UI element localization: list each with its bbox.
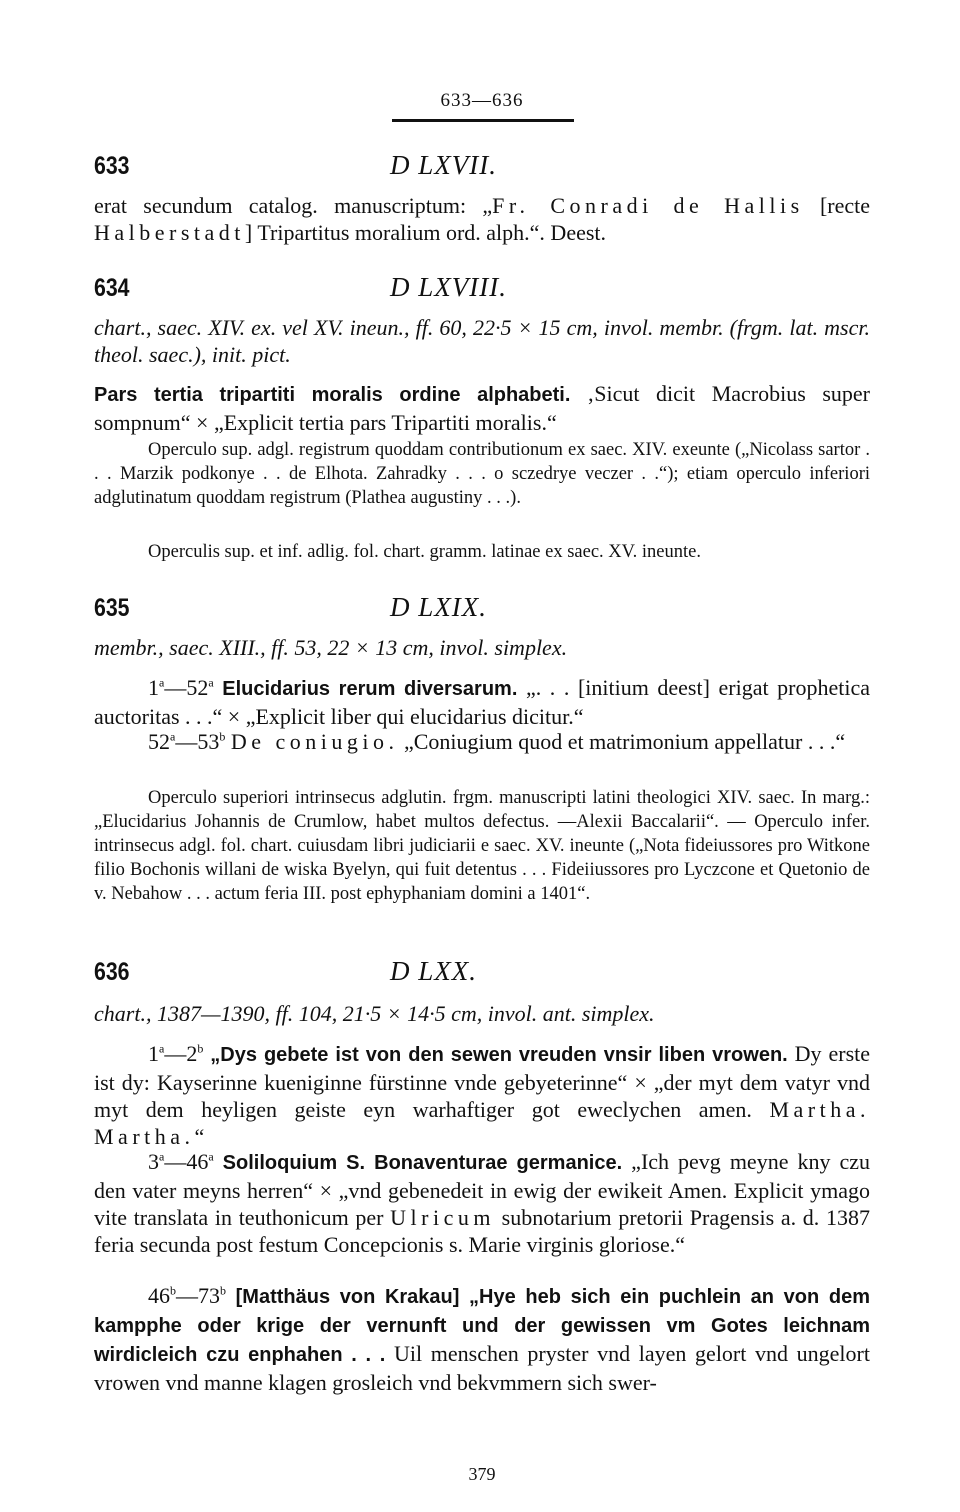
note: Operculo superiori intrinsecus adglutin. frgm. manuscripti latini theologici XIV. saec. In marg.: „Elucidarius Johannis de Crumlow, habet multos defectus. —Alexii Baccalarii“. — Operculo infer. intrinsecus adgl. fol. chart. cuiusdam libri judiciarii e saec. XV. ineunte („Nota fideiussores pro Witkone filio Bochonis willani de wiska Byelyn, qui fuit detentus . . . Fideiiussores pro Lyczcone et Quetonio de v. Nebahow . . . actum feria III. post ephyphaniam domini a 1401“. <box>94 788 870 904</box>
shelfmark: D LXVII. <box>390 150 497 180</box>
entry-number: 633 <box>94 152 130 180</box>
note: Operculis sup. et inf. adlig. fol. chart. gramm. latinae ex saec. XV. ineunte. <box>148 542 701 562</box>
work-title: „Dys gebete ist von den sewen vreuden vnsir liben vrowen. <box>210 1044 788 1066</box>
entry-number: 634 <box>94 274 130 302</box>
physical-description: chart., 1387—1390, ff. 104, 21·5 × 14·5 cm, invol. ant. simplex. <box>94 1001 655 1026</box>
content-item: 52$^a$—53$^b$ De coniugio. „Coniugium quod et matrimonium appellatur . . .“ <box>148 729 846 754</box>
physical-description: chart., saec. XIV. ex. vel XV. ineun., ff. 60, 22·5 × 15 cm, invol. membr. (frgm. lat. mscr. theol. saec.), init. pict. <box>94 315 870 367</box>
content-item: 3$^a$—46$^a$ Soliloquium S. Bonaventurae germanice. „Ich pevg meyne kny czu den vater meyns herren“ × „vnd gebenedeit in ewig der ewikeit Amen. Explicit ymago vite translata in teuthonicum per Ulricum subnotarium pretorii Pragensis a. d. 1387 feria secunda post festum Concepcionis s. Marie virginis gloriose.“ <box>94 1149 870 1257</box>
shelfmark: D LXX. <box>390 956 477 986</box>
page-number: 379 <box>468 1464 496 1484</box>
work-title: De coniugio. <box>230 729 399 754</box>
entry-text: erat secundum catalog. manuscriptum: „Fr. Conradi de Hallis [recte Halberstadt] Tripartitus moralium ord. alph.“. Deest. <box>94 193 871 245</box>
note: Operculo sup. adgl. registrum quoddam contributionum ex saec. XIV. exeunte („Nicolass sartor . . . Marzik podkonye . . de Elhota. Zahradky . . . o sczedrye veczer . .“); etiam operculo inferiori adglutinatum quoddam registrum (Plathea augustiny . . .). <box>94 440 870 508</box>
content-item: 1$^a$—2$^b$ „Dys gebete ist von den sewen vreuden vnsir liben vrowen. Dy erste ist dy: Kayserinne kueniginne fürstinne vnde gebyeterinne“ × „der myt dem vatyr vnd myt dem heyligen geiste eyn warhaftiger got eweclychen amen. Martha. Martha.“ <box>94 1041 871 1149</box>
entry-number: 635 <box>94 594 130 622</box>
content-item: 1$^a$—52$^a$ Elucidarius rerum diversarum. „. . . [initium deest] erigat prophetica auctoritas . . .“ × „Explicit liber qui elucidarius dicitur.“ <box>94 675 871 729</box>
physical-description: membr., saec. XIII., ff. 53, 22 × 13 cm, invol. simplex. <box>94 635 568 660</box>
shelfmark: D LXIX. <box>390 592 487 622</box>
running-head-rule <box>392 119 574 122</box>
work-title: [Matthäus von Krakau] „Hye heb sich ein puchlein an von dem kampphe oder krige der vernunft und der gewissen vm Gotes leichnam wirdicleich czu enphahen . . . <box>94 1286 870 1366</box>
shelfmark: D LXVIII. <box>390 272 507 302</box>
work-title: Pars tertia tripartiti moralis ordine alphabeti. <box>94 384 571 406</box>
work-title: Elucidarius rerum diversarum. <box>222 678 518 700</box>
work-title: Soliloquium S. Bonaventurae germanice. <box>222 1152 623 1174</box>
content-item: 46$^b$—73$^b$ [Matthäus von Krakau] „Hye heb sich ein puchlein an von dem kampphe oder krige der vernunft und der gewissen vm Gotes leichnam wirdicleich czu enphahen . . . Uil menschen pryster vnd layen gelort vnd ungelort vrowen vnd manne klagen grosleich vnd bekvmmern sich swer- <box>94 1283 870 1395</box>
entry-content: Pars tertia tripartiti moralis ordine alphabeti. ‚Sicut dicit Macrobius super sompnum“ × „Explicit tertia pars Tripartiti moralis.“ <box>94 381 870 435</box>
running-head: 633—636 <box>440 90 524 111</box>
entry-number: 636 <box>94 958 130 986</box>
